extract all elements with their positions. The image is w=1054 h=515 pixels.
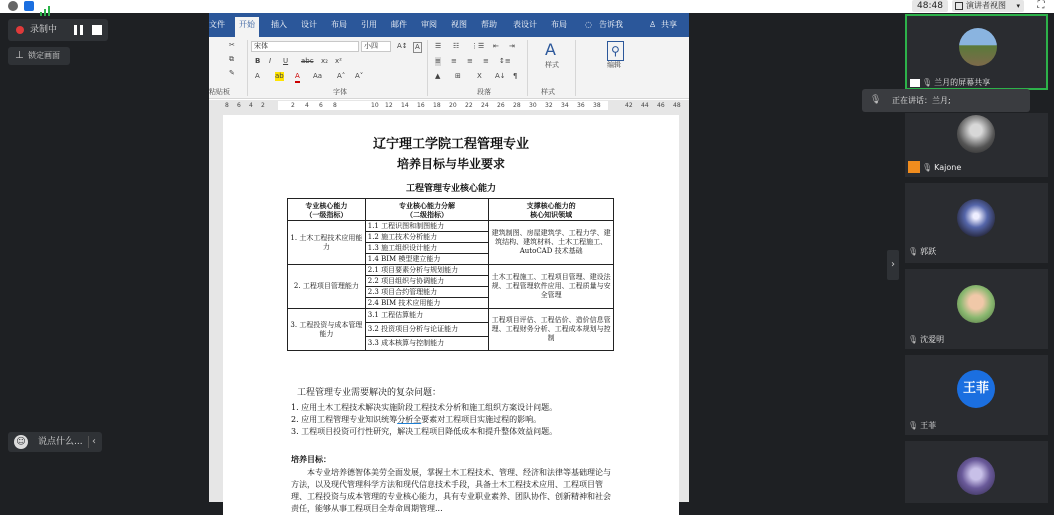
primary-ability-cell: 3. 工程投资与成本管理能力 <box>288 309 366 351</box>
align-left-icon[interactable]: ≡ <box>435 57 441 65</box>
ruler-tick-label: 14 <box>401 102 409 109</box>
table-header: 支撑核心能力的 核心知识领域 <box>489 199 614 221</box>
participant-name: Kajone <box>934 162 962 172</box>
pin-icon: ⊥ <box>15 50 24 61</box>
shared-word-window <box>209 13 689 513</box>
knowledge-cell: 土木工程施工、工程项目管理、建设法规、工程管理软件应用、工程质量与安全管理 <box>489 265 614 309</box>
document-subtitle: 培养目标与毕业要求 <box>396 157 505 171</box>
ruler-tick-label: 4 <box>305 102 309 109</box>
increase-font-icon[interactable]: A˄ <box>337 72 346 80</box>
styles-icon[interactable]: A <box>545 40 556 59</box>
table-row <box>288 221 614 232</box>
tab-mailings[interactable]: 邮件 <box>391 20 407 29</box>
top-status-bar <box>0 0 1054 13</box>
table-row <box>288 265 614 276</box>
goals-heading: 培养目标： <box>291 454 331 464</box>
font-size-select[interactable]: 小四 <box>361 41 391 52</box>
active-speaker-text: 正在讲话：兰月; <box>892 96 951 105</box>
borders-icon[interactable]: ⊞ <box>455 72 461 80</box>
meeting-timer: 48:48 <box>912 0 948 12</box>
avatar <box>959 28 997 66</box>
microphone-muted-icon: 🎙 <box>908 247 919 256</box>
justify-icon[interactable]: ≡ <box>483 57 489 65</box>
screen-share-icon <box>910 79 920 87</box>
bullets-icon[interactable]: ☰ <box>435 42 442 50</box>
secondary-ability-cell: 2.4 BIM 技术应用能力 <box>365 298 489 309</box>
tab-references[interactable]: 引用 <box>361 20 377 29</box>
participant-tile[interactable] <box>905 355 1048 435</box>
document-page[interactable] <box>223 115 679 515</box>
tell-me-icon[interactable]: ◌ <box>585 20 592 29</box>
font-name-select[interactable]: 宋体 <box>251 41 359 52</box>
participant-name-row <box>908 161 961 174</box>
tab-tell-me[interactable]: 告诉我 <box>599 20 623 29</box>
participant-tile[interactable] <box>905 441 1048 503</box>
participant-name: 郭跃 <box>920 247 937 256</box>
table-header: 专业核心能力分解 （二级指标） <box>365 199 489 221</box>
edit-button-label[interactable]: 编辑 <box>607 61 621 69</box>
panel-expand-handle[interactable]: › <box>887 250 899 280</box>
participant-tile[interactable] <box>905 269 1048 349</box>
ruler-tick-label: 6 <box>237 102 241 109</box>
shading-icon[interactable]: ▲ <box>435 72 441 80</box>
ruler-tick-label: 44 <box>641 102 649 109</box>
tab-design[interactable]: 设计 <box>301 20 317 29</box>
char-border-icon[interactable]: A <box>415 43 420 51</box>
ruler-tick-label: 4 <box>249 102 253 109</box>
tab-layout[interactable]: 布局 <box>331 20 347 29</box>
decrease-font-icon[interactable]: A˅ <box>355 72 364 80</box>
font-color-icon[interactable]: A <box>295 72 300 83</box>
ribbon-divider <box>575 40 576 96</box>
collapse-chat-icon[interactable]: ‹ <box>92 436 96 447</box>
document-title: 辽宁理工学院工程管理专业 <box>372 137 529 152</box>
participant-tile[interactable] <box>905 183 1048 263</box>
ribbon-divider <box>247 40 248 96</box>
microphone-muted-icon: 🎙 <box>908 335 919 344</box>
tab-help[interactable]: 帮助 <box>481 20 497 29</box>
microphone-muted-icon: 🎙 <box>908 421 919 430</box>
avatar <box>957 285 995 323</box>
ruler-tick-label: 8 <box>333 102 337 109</box>
chevron-down-icon: ▾ <box>1016 2 1020 10</box>
tab-view[interactable]: 视图 <box>451 20 467 29</box>
shield-icon[interactable] <box>24 1 34 11</box>
microphone-muted-icon: 🎙 <box>922 162 933 172</box>
problem-item <box>291 427 557 437</box>
info-icon[interactable] <box>8 1 18 11</box>
participant-name-row <box>908 246 936 258</box>
ribbon-tabs <box>209 13 689 37</box>
font-group-label: 字体 <box>333 88 347 96</box>
participant-name: 沈爱明 <box>920 335 945 344</box>
chinese-layout-icon[interactable]: X <box>477 72 482 80</box>
user-badge-icon <box>908 161 920 173</box>
secondary-ability-cell: 3.3 成本核算与控制能力 <box>365 337 489 351</box>
bold-icon[interactable]: B <box>255 57 261 65</box>
secondary-ability-cell: 1.4 BIM 模型建立能力 <box>365 254 489 265</box>
ruler-tick-label: 38 <box>593 102 601 109</box>
chat-divider <box>88 436 89 448</box>
decrease-indent-icon[interactable]: ⇤ <box>493 42 499 50</box>
chat-placeholder: 说点什么... <box>38 437 83 447</box>
view-mode-label: 演讲者视图 <box>966 1 1006 10</box>
knowledge-cell: 工程项目评估、工程估价、造价信息管理、工程财务分析、工程成本规划与控制 <box>489 309 614 351</box>
ruler-tick-label: 2 <box>291 102 295 109</box>
participant-tile[interactable] <box>905 113 1048 177</box>
secondary-ability-cell: 1.2 施工技术分析能力 <box>365 232 489 243</box>
ruler-tick-label: 42 <box>625 102 633 109</box>
ruler-tick-label: 34 <box>561 102 569 109</box>
secondary-ability-cell: 3.1 工程估算能力 <box>365 309 489 323</box>
pause-recording-button[interactable] <box>72 23 86 37</box>
microphone-icon: 🎙 <box>922 78 933 87</box>
ruler-tick-label: 6 <box>319 102 323 109</box>
ruler-tick-label: 18 <box>433 102 441 109</box>
spellcheck-underlined-text[interactable]: 分析全 <box>397 415 422 424</box>
signal-icon[interactable] <box>40 1 52 11</box>
ruler-tick-label: 32 <box>545 102 553 109</box>
tab-home[interactable]: 开始 <box>235 17 259 37</box>
multilevel-list-icon[interactable]: ⋮☰ <box>471 42 485 50</box>
avatar <box>957 199 995 237</box>
problem-text: 要素对工程项目实施过程的影响。 <box>421 415 542 424</box>
subscript-icon[interactable]: x₂ <box>321 57 328 65</box>
ruler-tick-label: 16 <box>417 102 425 109</box>
problem-text: 2. 应用工程管理专业知识统筹 <box>291 415 398 424</box>
styles-group-label: 样式 <box>541 88 555 96</box>
tab-review[interactable]: 审阅 <box>421 20 437 29</box>
secondary-ability-cell: 2.2 项目组织与协调能力 <box>365 276 489 287</box>
avatar <box>957 115 995 153</box>
secondary-ability-cell: 2.3 项目合约管理能力 <box>365 287 489 298</box>
table-caption: 工程管理专业核心能力 <box>405 184 496 194</box>
ruler-tick-label: 24 <box>481 102 489 109</box>
ruler-tick-label: 48 <box>673 102 681 109</box>
ribbon-divider <box>527 40 528 96</box>
recording-label: 录制中 <box>30 25 58 35</box>
change-case-icon[interactable]: Aa <box>313 72 323 80</box>
lock-view-label: 锁定画面 <box>28 51 60 60</box>
lock-view-button[interactable] <box>8 47 70 65</box>
secondary-ability-cell: 1.3 施工组织设计能力 <box>365 243 489 254</box>
participant-tile[interactable] <box>905 14 1048 90</box>
find-icon[interactable]: ⚲ <box>607 41 624 61</box>
ruler-tick-label: 30 <box>529 102 537 109</box>
secondary-ability-cell: 3.2 投资项目分析与论证能力 <box>365 323 489 337</box>
ruler-tick-label: 20 <box>449 102 457 109</box>
cut-icon[interactable]: ✂ <box>229 41 235 49</box>
ribbon-home <box>209 37 689 99</box>
participant-name-row <box>908 420 936 432</box>
participant-name: 王菲 <box>920 421 937 430</box>
fullscreen-icon[interactable]: ⛶ <box>1037 0 1045 11</box>
problem-text: 3. 工程项目投资可行性研究，解决工程项目降低成本和提升整体效益问题。 <box>291 427 558 436</box>
ruler-tick-label: 28 <box>513 102 521 109</box>
goals-paragraph: 本专业培养德智体美劳全面发展，掌握土木工程技术、管理、经济和法律等基础理论与方法，以及现代管理科学方法和现代信息技术手段，具备土木工程技术应用、工程项目管理、工程投资与成本管理的专业核心能力，具有专业职业素养、团队协作、创新精神和社会责任，能够从事工程项目全寿命周期管理... <box>291 468 611 513</box>
core-ability-table[interactable] <box>287 198 614 351</box>
ruler-tick-label: 10 <box>371 102 379 109</box>
primary-ability-cell: 2. 工程项目管理能力 <box>288 265 366 309</box>
superscript-icon[interactable]: x² <box>335 57 342 65</box>
horizontal-ruler[interactable] <box>209 100 689 111</box>
strikethrough-icon[interactable]: abc <box>301 57 314 65</box>
participant-name-row <box>908 334 944 346</box>
tab-insert[interactable]: 插入 <box>271 20 287 29</box>
record-dot-icon <box>16 26 24 34</box>
numbering-icon[interactable]: ☷ <box>453 42 460 50</box>
paragraph-group-label: 段落 <box>477 88 491 96</box>
document-canvas[interactable] <box>209 111 689 513</box>
ruler-tick-label: 22 <box>465 102 473 109</box>
emoji-icon[interactable]: ☺ <box>14 435 28 449</box>
line-spacing-icon[interactable]: ↕≡ <box>499 57 511 65</box>
highlight-icon[interactable]: ab <box>275 72 284 80</box>
view-mode-dropdown[interactable] <box>952 0 1024 12</box>
table-row <box>288 309 614 323</box>
tab-table-design[interactable]: 表设计 <box>513 20 537 29</box>
copy-icon[interactable]: ⧉ <box>229 55 234 63</box>
tab-file[interactable]: 文件 <box>209 20 225 29</box>
sort-icon[interactable]: A↓ <box>495 72 506 80</box>
presenter-view-icon <box>955 2 963 10</box>
tab-table-layout[interactable]: 布局 <box>551 20 567 29</box>
show-marks-icon[interactable]: ¶ <box>513 72 518 80</box>
problem-text: 1. 应用土木工程技术解决实施阶段工程技术分析和施工组织方案设计问题。 <box>291 403 558 412</box>
align-right-icon[interactable]: ≡ <box>467 57 473 65</box>
speaker-mic-icon: 🎙 <box>870 95 882 105</box>
ruler-tick-label: 8 <box>225 102 229 109</box>
stop-recording-button[interactable] <box>92 25 102 35</box>
problems-heading: 工程管理专业需要解决的复杂问题： <box>297 388 442 398</box>
ruler-tick-label: 26 <box>497 102 505 109</box>
grow-font-icon[interactable]: A↕ <box>397 42 408 50</box>
share-icon[interactable]: ♙ <box>649 20 657 29</box>
ruler-text-area <box>278 101 608 110</box>
ribbon-divider <box>427 40 428 96</box>
ruler-tick-label: 2 <box>261 102 265 109</box>
table-header: 专业核心能力 （一级指标） <box>288 199 366 221</box>
knowledge-cell: 建筑制图、房屋建筑学、工程力学、建筑结构、建筑材料、土木工程施工、AutoCAD 技术基础 <box>489 221 614 265</box>
primary-ability-cell: 1. 土木工程技术应用能力 <box>288 221 366 265</box>
align-center-icon[interactable]: ≡ <box>451 57 457 65</box>
styles-button-label[interactable]: 样式 <box>545 61 559 69</box>
participant-name: 兰月的屏幕共享 <box>934 78 991 87</box>
participant-name-row <box>910 77 990 89</box>
clipboard-group-label: 粘贴板 <box>209 88 230 96</box>
chat-input[interactable] <box>8 432 102 452</box>
recording-control <box>8 19 108 41</box>
italic-icon[interactable]: I <box>269 57 272 65</box>
ruler-tick-label: 36 <box>577 102 585 109</box>
underline-icon[interactable]: U <box>283 57 289 65</box>
problem-item <box>291 415 541 425</box>
secondary-ability-cell: 1.1 工程识图和制图能力 <box>365 221 489 232</box>
share-button[interactable]: 共享 <box>661 20 677 29</box>
increase-indent-icon[interactable]: ⇥ <box>509 42 515 50</box>
ruler-tick-label: 46 <box>657 102 665 109</box>
avatar <box>957 457 995 495</box>
active-speaker-tip <box>862 89 1030 112</box>
format-painter-icon[interactable]: ✎ <box>229 69 235 77</box>
secondary-ability-cell: 2.1 项目要素分析与规划能力 <box>365 265 489 276</box>
problem-item <box>291 403 557 413</box>
avatar: 王菲 <box>957 370 995 408</box>
ruler-tick-label: 12 <box>385 102 393 109</box>
text-effects-icon[interactable]: A <box>255 72 260 80</box>
